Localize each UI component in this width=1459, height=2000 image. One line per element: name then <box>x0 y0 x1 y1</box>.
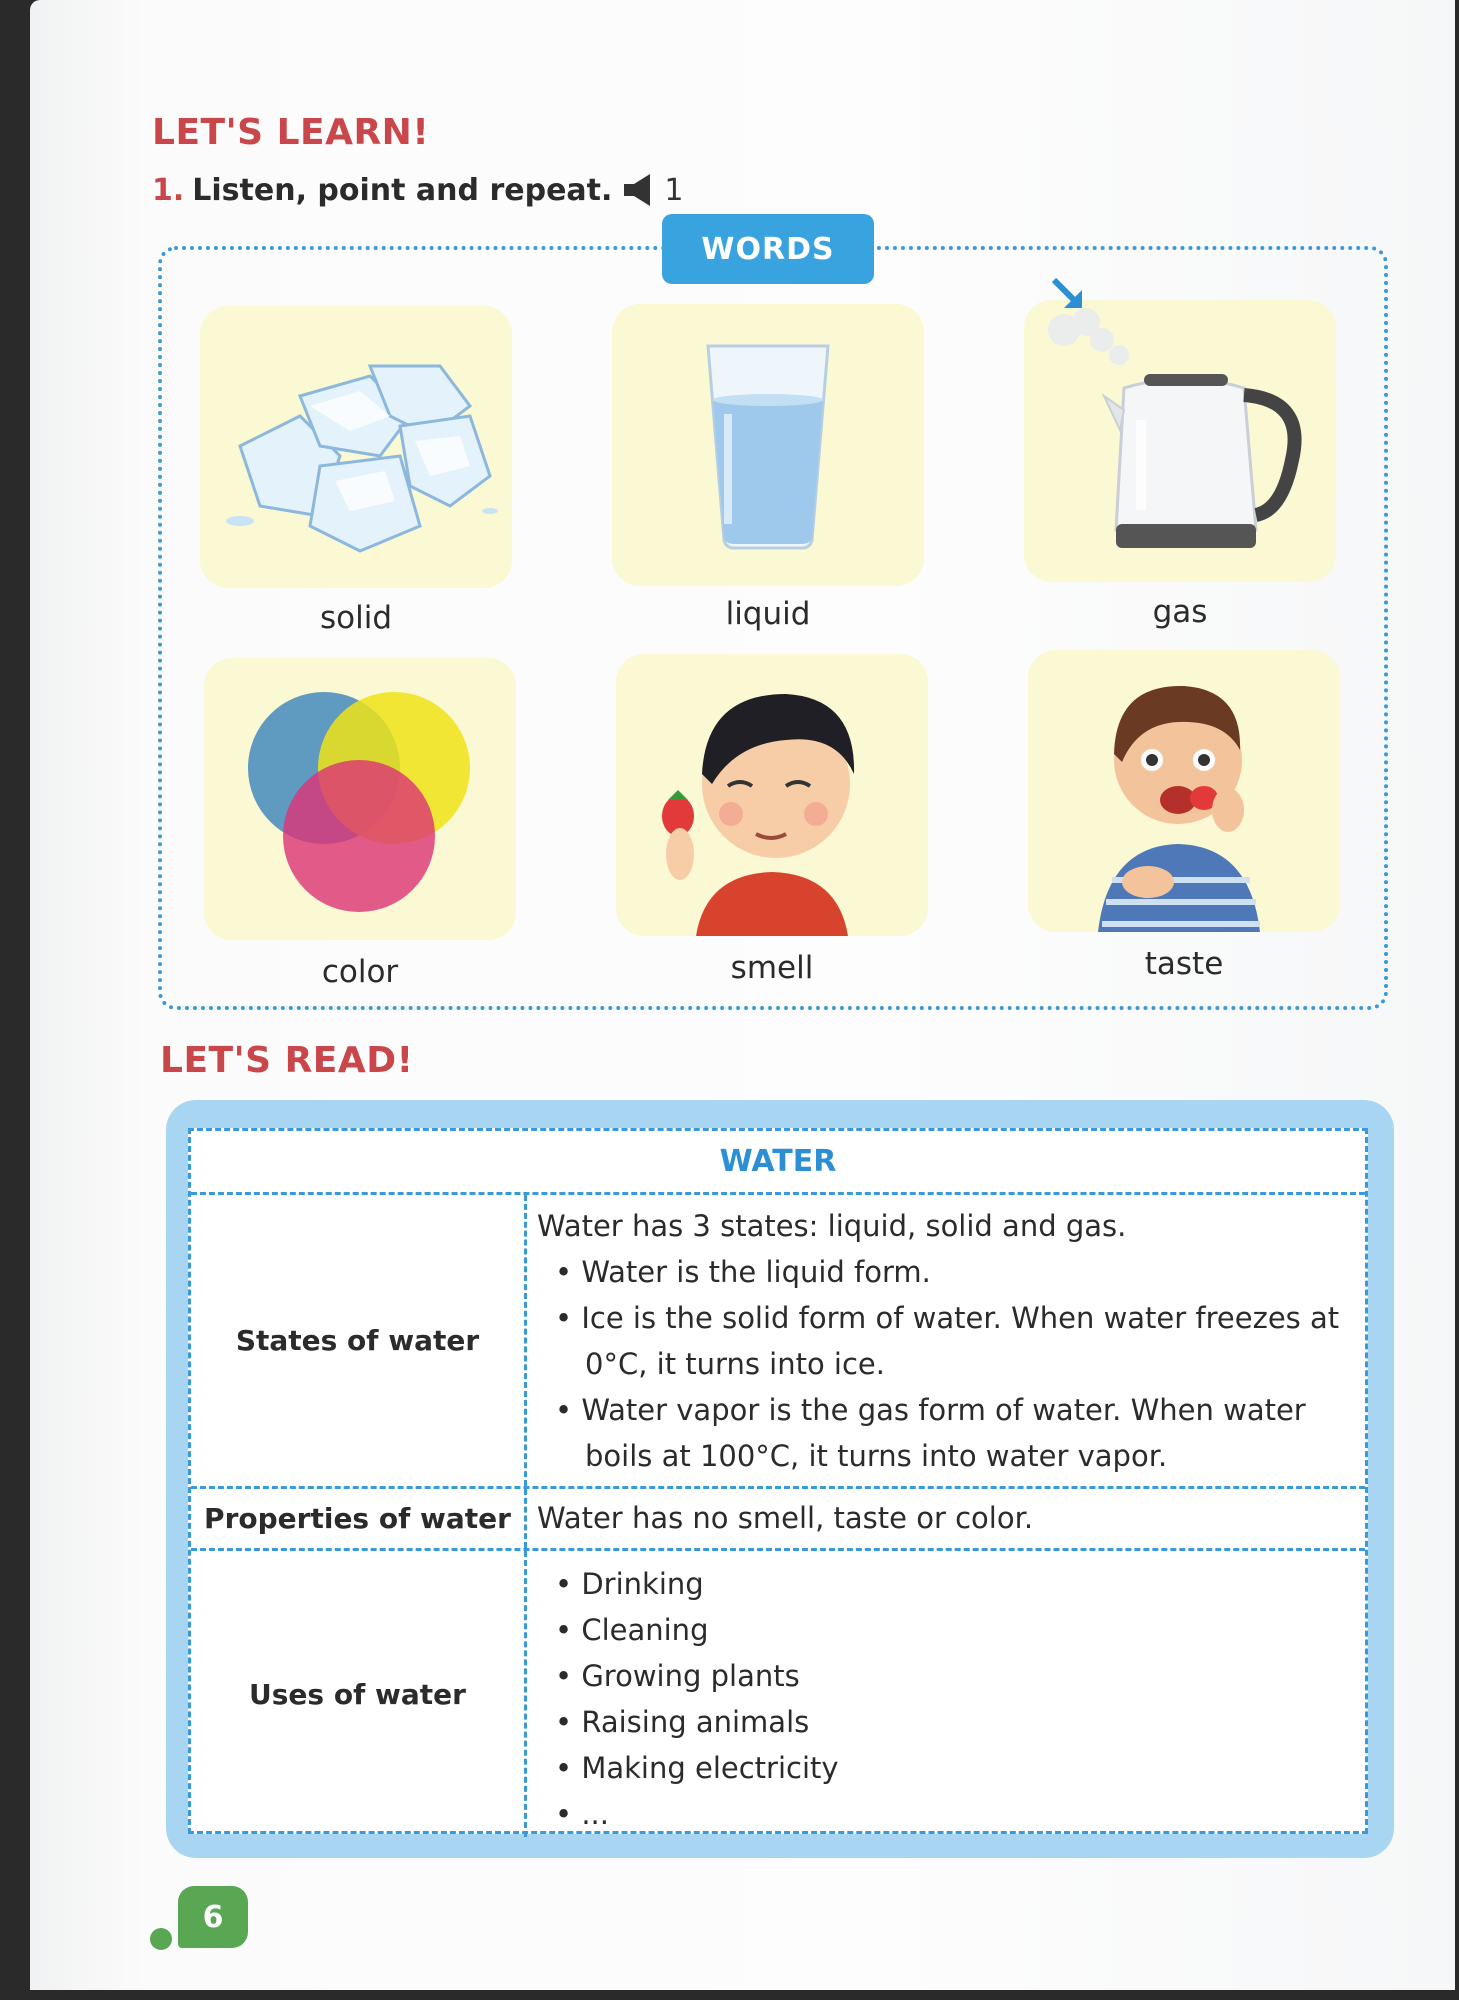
states-bullet-2: • Ice is the solid form of water. When water freezes at <box>537 1295 1357 1341</box>
uses-bullet-2: • Cleaning <box>537 1607 1357 1653</box>
instruction-number: 1. <box>152 172 185 208</box>
uses-bullet-4: • Raising animals <box>537 1699 1357 1745</box>
row-body-states <box>537 1195 1357 1486</box>
instruction-text: Listen, point and repeat. <box>192 172 613 208</box>
word-card-taste[interactable] <box>1028 650 1340 932</box>
audio-track-number: 1 <box>664 172 684 208</box>
boy-smelling-strawberry-icon <box>616 654 928 936</box>
row-head-uses: Uses of water <box>191 1551 527 1837</box>
color-circles-icon <box>204 658 516 940</box>
states-bullet-1: • Water is the liquid form. <box>537 1249 1357 1295</box>
word-label-solid: solid <box>319 600 393 636</box>
word-label-smell: smell <box>730 950 814 986</box>
uses-bullet-5: • Making electricity <box>537 1745 1357 1791</box>
glass-of-water-icon <box>612 304 924 586</box>
workbook-page <box>30 0 1455 1990</box>
lets-learn-heading: LET'S LEARN! <box>152 112 430 153</box>
word-label-gas: gas <box>1152 594 1208 630</box>
word-label-color: color <box>321 954 399 990</box>
properties-text: Water has no smell, taste or color. <box>537 1501 1034 1535</box>
states-intro: Water has 3 states: liquid, solid and gas. <box>537 1209 1127 1243</box>
word-card-smell[interactable] <box>616 654 928 936</box>
water-table <box>188 1128 1368 1834</box>
word-label-taste: taste <box>1144 946 1224 982</box>
states-bullet-3: • Water vapor is the gas form of water. When water <box>537 1387 1357 1433</box>
table-row-states <box>191 1195 1365 1489</box>
reading-panel <box>166 1100 1394 1858</box>
row-head-states: States of water <box>191 1195 527 1486</box>
states-bullet-3-cont: boils at 100°C, it turns into water vapor. <box>585 1439 1168 1473</box>
states-bullet-2-cont: 0°C, it turns into ice. <box>585 1347 885 1381</box>
table-row-uses <box>191 1551 1365 1837</box>
words-tag: WORDS <box>662 214 874 284</box>
word-card-color[interactable] <box>204 658 516 940</box>
arrow-icon <box>1050 276 1086 312</box>
ice-cubes-icon <box>200 306 512 588</box>
page-number: 6 <box>178 1886 248 1948</box>
row-body-uses <box>537 1551 1357 1837</box>
uses-bullet-1: • Drinking <box>537 1561 1357 1607</box>
table-row-properties <box>191 1489 1365 1551</box>
boy-tasting-strawberry-icon <box>1028 650 1340 932</box>
uses-bullet-3: • Growing plants <box>537 1653 1357 1699</box>
speaker-icon[interactable] <box>620 172 656 208</box>
page-dot <box>150 1928 172 1950</box>
row-head-properties: Properties of water <box>191 1489 527 1548</box>
word-card-gas[interactable] <box>1024 300 1336 582</box>
uses-bullet-6: • ... <box>537 1791 1357 1837</box>
word-label-liquid: liquid <box>725 596 811 632</box>
water-table-title: WATER <box>191 1131 1365 1195</box>
word-card-solid[interactable] <box>200 306 512 588</box>
lets-read-heading: LET'S READ! <box>160 1040 414 1081</box>
instruction-line <box>152 172 684 208</box>
row-body-properties <box>537 1489 1357 1548</box>
steaming-kettle-icon <box>1024 300 1336 582</box>
word-card-liquid[interactable] <box>612 304 924 586</box>
